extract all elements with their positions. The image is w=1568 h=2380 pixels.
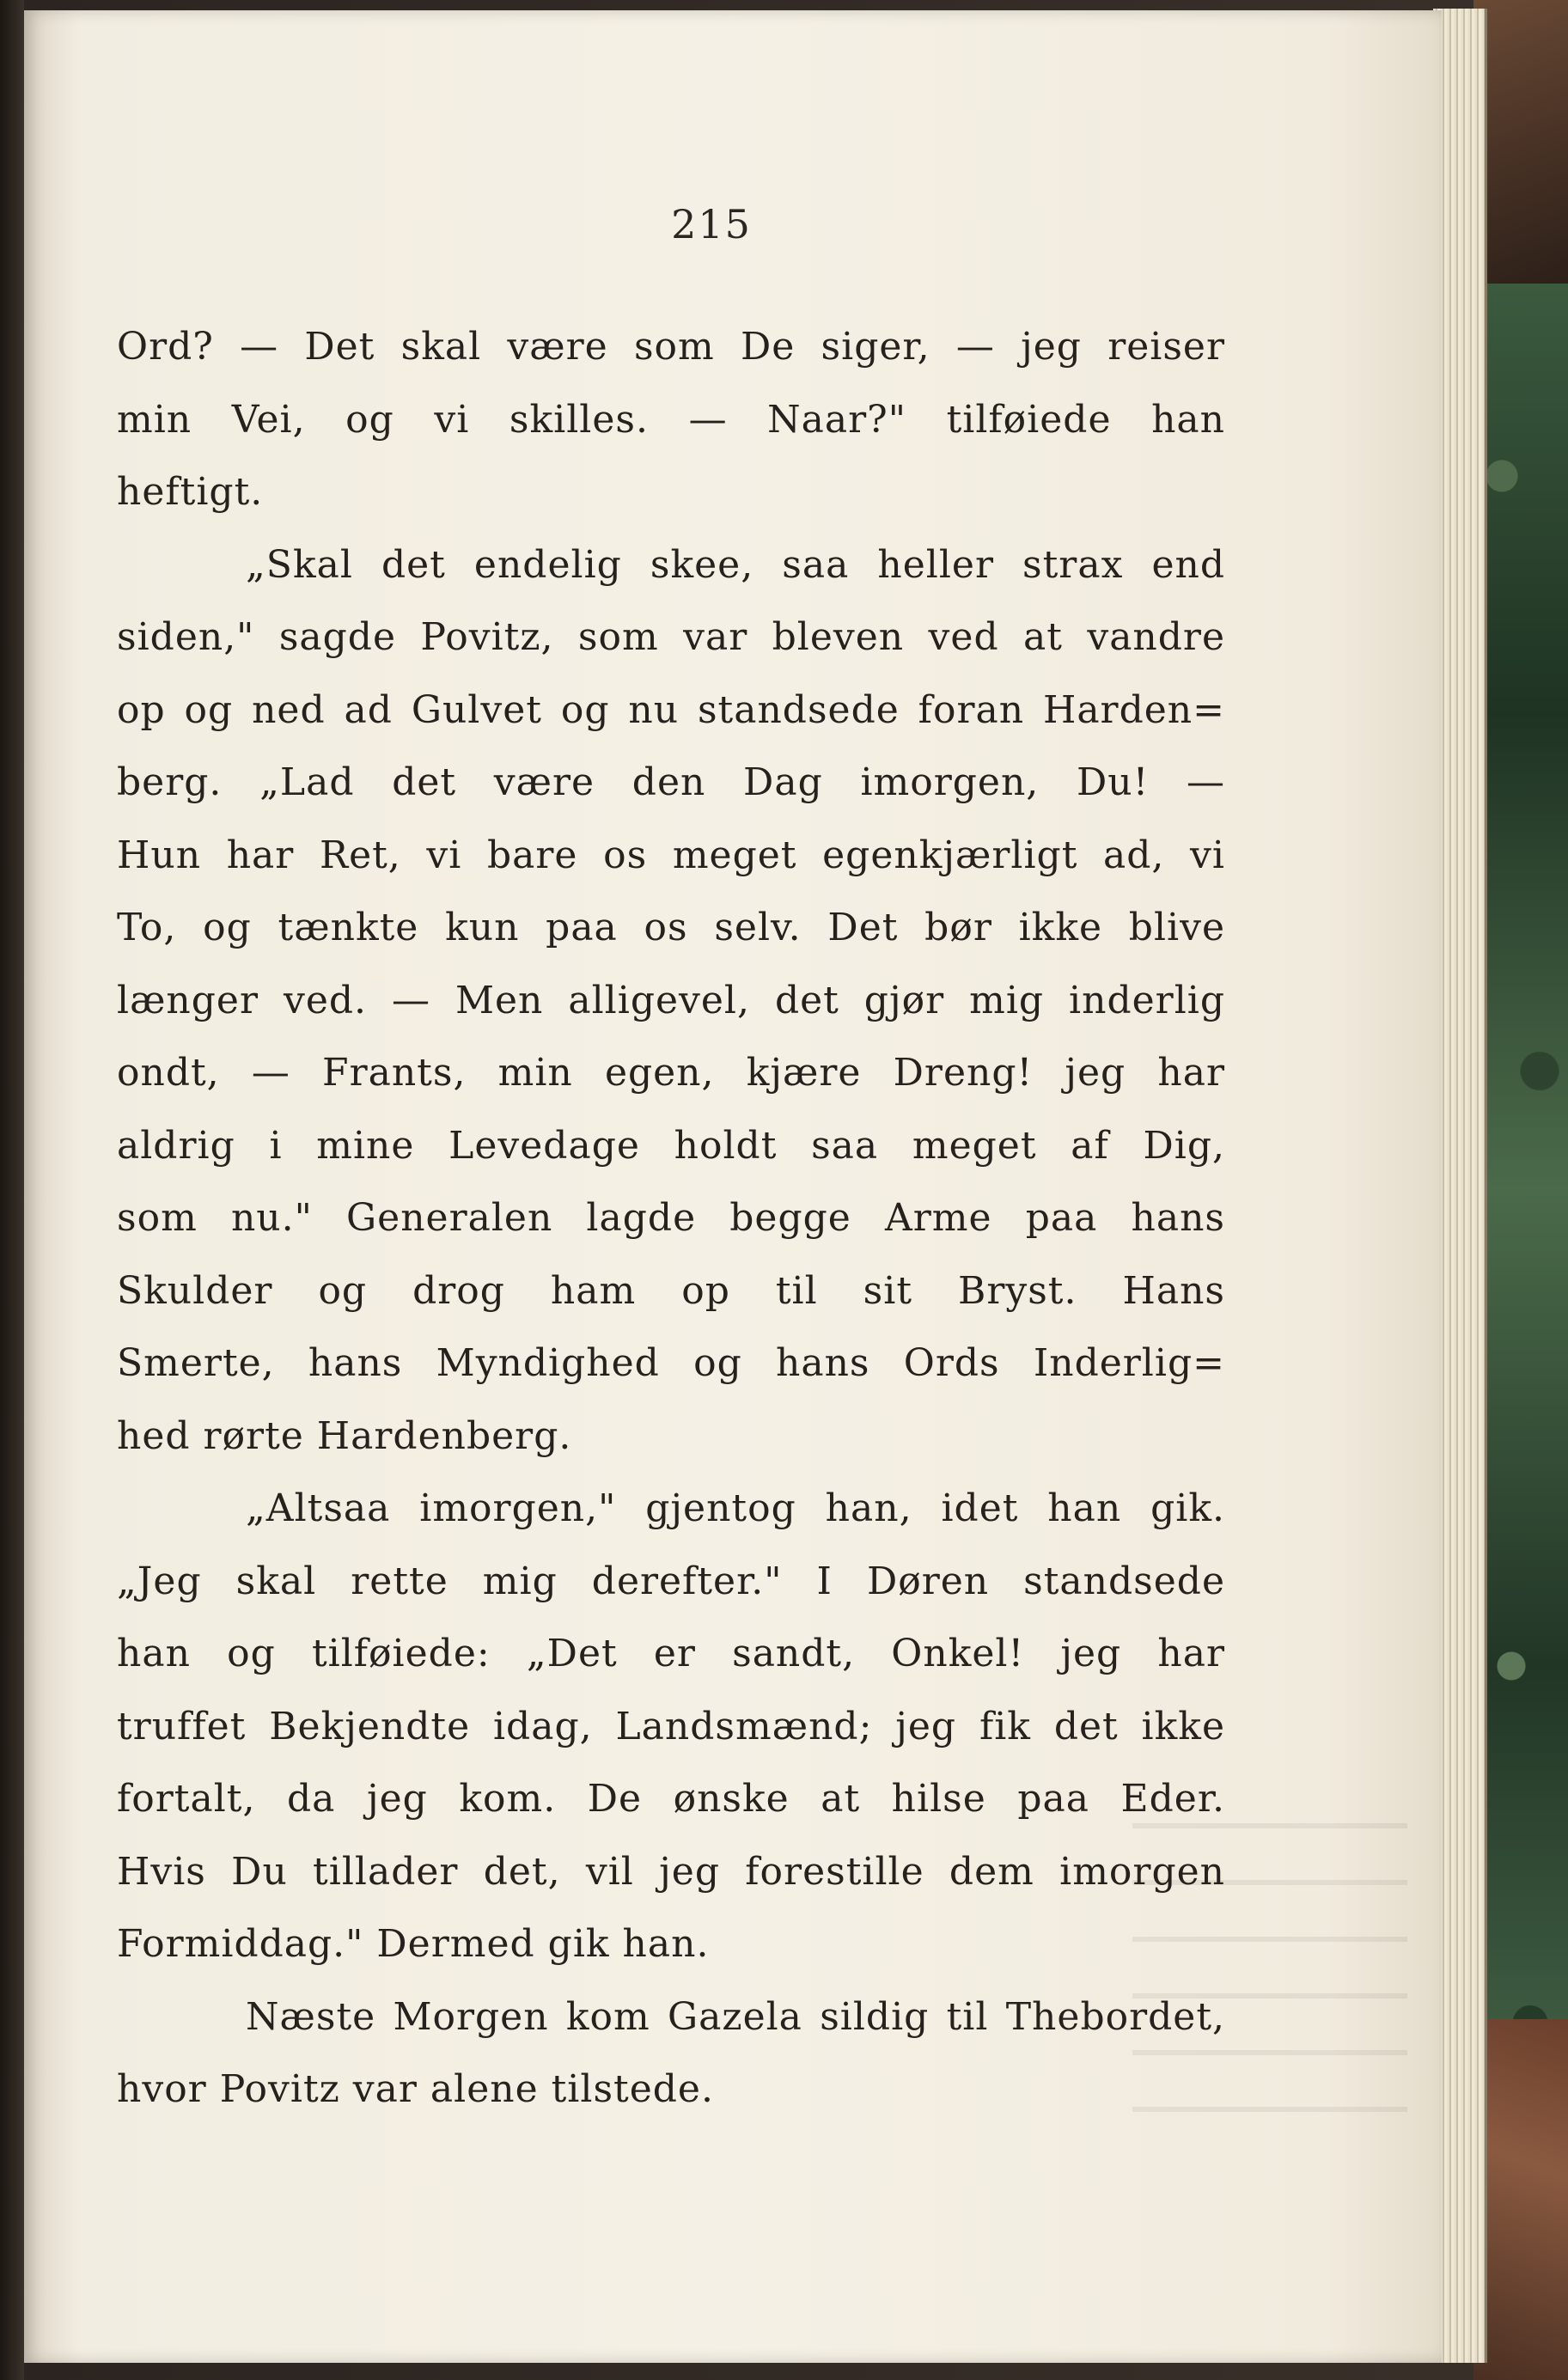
leather-corner-bottom xyxy=(1473,2019,1568,2380)
text-line: Smerte, hans Myndighed og hans Ords Inderlig= xyxy=(117,1341,1225,1385)
text-line: siden," sagde Povitz, som var bleven ved at vandre xyxy=(117,615,1225,659)
text-line: Formiddag." Dermed gik han. xyxy=(117,1922,710,1966)
text-line: fortalt, da jeg kom. De ønske at hilse paa Eder. xyxy=(117,1777,1225,1821)
text-line: Hun har Ret, vi bare os meget egenkjærligt ad, vi xyxy=(117,833,1225,877)
text-line: op og ned ad Gulvet og nu standsede foran Harden= xyxy=(117,687,1225,732)
text-line: længer ved. — Men alligevel, det gjør mig inderlig xyxy=(117,978,1225,1022)
text-line: „Skal det endelig skee, saa heller strax end xyxy=(246,542,1225,587)
body-text xyxy=(117,311,1225,2127)
text-line: Næste Morgen kom Gazela sildig til Thebordet, xyxy=(246,1994,1225,2039)
text-line: som nu." Generalen lagde begge Arme paa hans xyxy=(117,1196,1225,1240)
text-line: truffet Bekjendte idag, Landsmænd; jeg fik det ikke xyxy=(117,1704,1225,1748)
text-line: aldrig i mine Levedage holdt saa meget af Dig, xyxy=(117,1123,1225,1168)
text-line: hvor Povitz var alene tilstede. xyxy=(117,2067,714,2111)
text-line: hed rørte Hardenberg. xyxy=(117,1413,572,1458)
text-line: „Jeg skal rette mig derefter." I Døren standsede xyxy=(117,1559,1225,1603)
text-line: berg. „Lad det være den Dag imorgen, Du! — xyxy=(117,760,1225,804)
text-line: min Vei, og vi skilles. — Naar?" tilføiede han xyxy=(117,397,1225,442)
binding-shadow xyxy=(0,0,24,2380)
text-line: „Altsaa imorgen," gjentog han, idet han gik. xyxy=(246,1486,1225,1530)
text-line: Skulder og drog ham op til sit Bryst. Hans xyxy=(117,1268,1225,1313)
text-line: Ord? — Det skal være som De siger, — jeg reiser xyxy=(117,325,1225,369)
text-line: ondt, — Frants, min egen, kjære Dreng! jeg har xyxy=(117,1051,1225,1095)
text-line: han og tilføiede: „Det er sandt, Onkel! jeg har xyxy=(117,1632,1225,1675)
text-line: heftigt. xyxy=(117,470,264,514)
leather-corner-top xyxy=(1473,0,1568,284)
text-line: To, og tænkte kun paa os selv. Det bør ikke blive xyxy=(117,906,1225,949)
text-line: Hvis Du tillader det, vil jeg forestille dem imorgen xyxy=(117,1849,1225,1894)
page-number: 215 xyxy=(671,201,752,247)
book-page xyxy=(24,10,1442,2363)
